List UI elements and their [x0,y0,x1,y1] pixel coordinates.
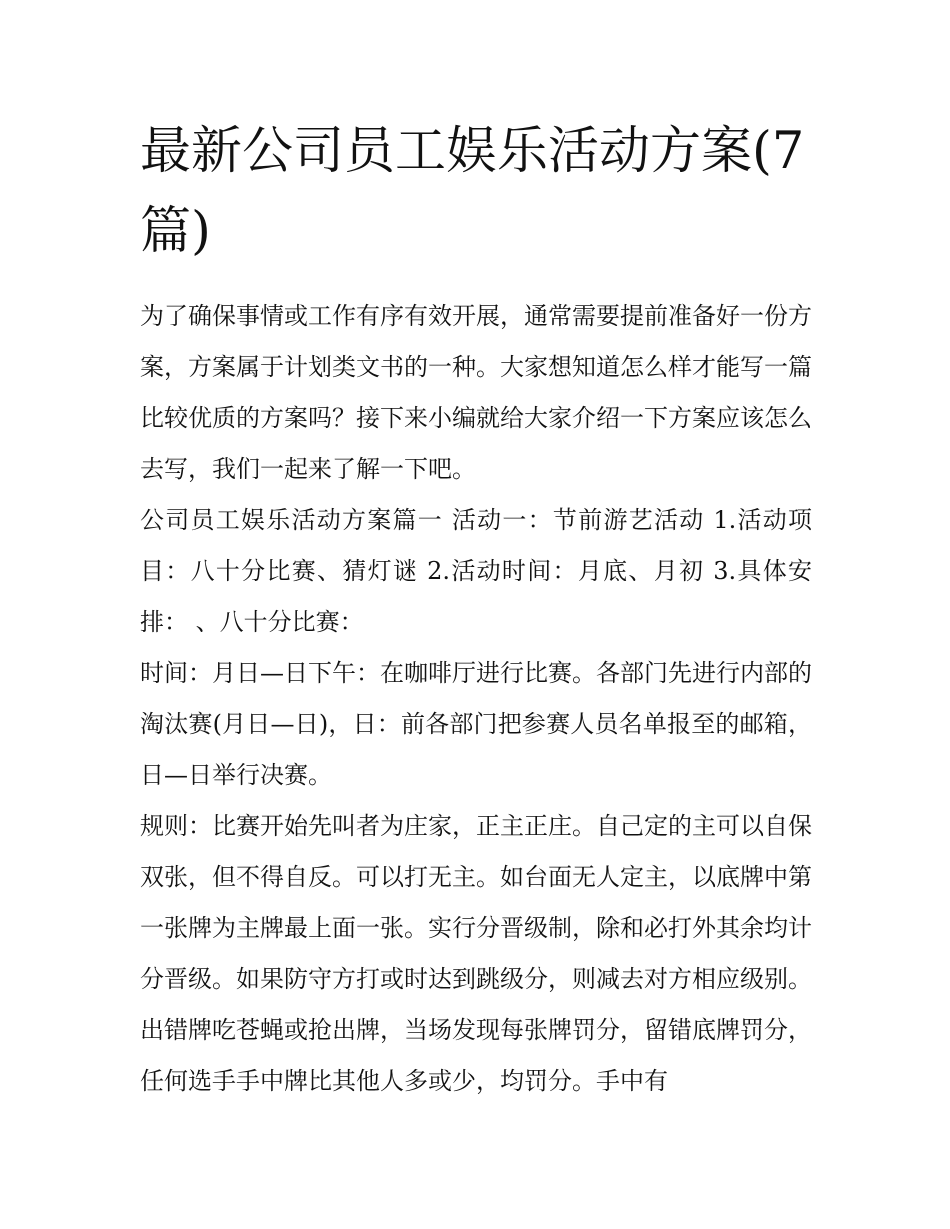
document-title: 最新公司员工娱乐活动方案(7篇) [140,122,805,261]
document-body [140,291,812,1107]
document-page [140,112,812,1107]
schedule-paragraph: 时间：月日—日下午：在咖啡厅进行比赛。各部门先进行内部的淘汰赛(月日—日)，日：前各部门把参赛人员名单报至的邮箱，日—日举行决赛。 [140,659,812,789]
intro-paragraph: 为了确保事情或工作有序有效开展，通常需要提前准备好一份方案，方案属于计划类文书的一种。大家想知道怎么样才能写一篇比较优质的方案吗？接下来小编就给大家介绍一下方案应该怎么去写，我们一起来了解一下吧。 [140,302,812,483]
activity-paragraph: 公司员工娱乐活动方案篇一 活动一：节前游艺活动 1.活动项目：八十分比赛、猜灯谜 2.活动时间：月底、月初 3.具体安排： 、八十分比赛： [140,506,812,636]
rules-paragraph: 规则：比赛开始先叫者为庄家，正主正庄。自己定的主可以自保双张，但不得自反。可以打无主。如台面无人定主，以底牌中第一张牌为主牌最上面一张。实行分晋级制，除和必打外其余均计分晋级。如果防守方打或时达到跳级分，则减去对方相应级别。出错牌吃苍蝇或抢出牌，当场发现每张牌罚分，留错底牌罚分，任何选手手中牌比其他人多或少，均罚分。手中有 [140,812,812,1095]
